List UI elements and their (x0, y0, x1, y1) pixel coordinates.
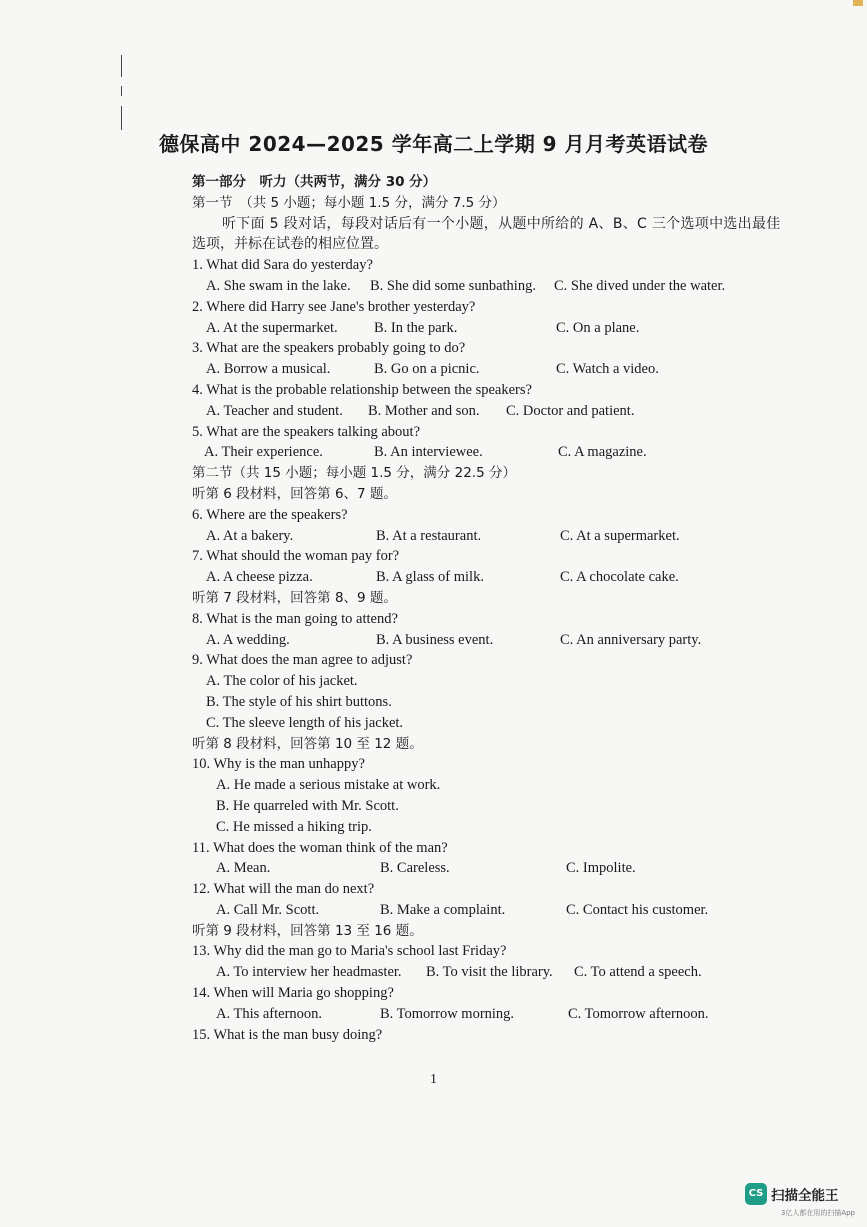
binding-margin-mark (121, 86, 122, 96)
corner-mark (853, 0, 863, 6)
option-b: B. A glass of milk. (376, 569, 484, 586)
option-b: B. Tomorrow morning. (380, 1005, 515, 1022)
option-a: A. This afternoon. (216, 1005, 323, 1022)
option-b: B. He quarreled with Mr. Scott. (216, 797, 399, 814)
exam-content (192, 172, 812, 1045)
question: 10. Why is the man unhappy? (192, 756, 365, 773)
option-c: C. At a supermarket. (560, 527, 680, 544)
question: 6. Where are the speakers? (192, 506, 348, 523)
option-a: A. To interview her headmaster. (216, 964, 402, 981)
option-b: B. Careless. (380, 860, 450, 877)
material-heading: 听第 7 段材料，回答第 8、9 题。 (192, 589, 397, 606)
option-a: A. A cheese pizza. (206, 569, 313, 586)
question: 4. What is the probable relationship between the speakers? (192, 381, 532, 398)
option-c: C. She dived under the water. (554, 277, 726, 294)
option-row (192, 1004, 812, 1025)
option-row (192, 630, 812, 651)
option-c: C. On a plane. (556, 319, 640, 336)
instructions: 选项，并标在试卷的相应位置。 (192, 236, 388, 253)
option-a: A. Borrow a musical. (206, 361, 331, 378)
watermark-name: 扫描全能王 (771, 1188, 839, 1204)
option-c: C. A chocolate cake. (560, 569, 679, 586)
option-a: A. At the supermarket. (206, 319, 338, 336)
section-heading: 第二节（共 15 小题；每小题 1.5 分，满分 22.5 分） (192, 465, 516, 482)
binding-margin-mark (121, 106, 122, 130)
material-heading: 听第 9 段材料，回答第 13 至 16 题。 (192, 922, 423, 939)
material-heading: 听第 6 段材料，回答第 6、7 题。 (192, 485, 397, 502)
instructions: 听下面 5 段对话，每段对话后有一个小题，从题中所给的 A、B、C 三个选项中选出最佳 (222, 215, 781, 232)
option-b: B. In the park. (374, 319, 458, 336)
question: 2. Where did Harry see Jane's brother yesterday? (192, 298, 476, 315)
option-b: B. She did some sunbathing. (370, 277, 536, 294)
question: 9. What does the man agree to adjust? (192, 652, 413, 669)
option-a: A. A wedding. (206, 631, 290, 648)
question: 5. What are the speakers talking about? (192, 423, 421, 440)
question: 12. What will the man do next? (192, 881, 375, 898)
option-b: B. The style of his shirt buttons. (206, 693, 392, 710)
question: 15. What is the man busy doing? (192, 1026, 383, 1043)
section-heading: 第一节 （共 5 小题；每小题 1.5 分，满分 7.5 分） (192, 194, 506, 211)
question: 3. What are the speakers probably going to do? (192, 340, 466, 357)
option-row (192, 567, 812, 588)
option-a: A. Mean. (216, 860, 271, 877)
question: 13. Why did the man go to Maria's school last Friday? (192, 943, 507, 960)
option-row (192, 442, 812, 463)
option-a: A. Call Mr. Scott. (216, 901, 320, 918)
option-b: B. At a restaurant. (376, 527, 482, 544)
question: 8. What is the man going to attend? (192, 610, 398, 627)
binding-margin-mark (121, 55, 122, 77)
option-a: A. The color of his jacket. (206, 673, 358, 690)
option-b: B. To visit the library. (426, 964, 553, 981)
camscanner-logo-icon: CS (745, 1183, 767, 1205)
material-heading: 听第 8 段材料，回答第 10 至 12 题。 (192, 735, 423, 752)
option-row (192, 962, 812, 983)
option-row (192, 526, 812, 547)
option-a: A. Teacher and student. (206, 402, 343, 419)
option-a: A. He made a serious mistake at work. (216, 777, 441, 794)
option-a: A. At a bakery. (206, 527, 294, 544)
option-row (192, 359, 812, 380)
option-b: B. Go on a picnic. (374, 361, 480, 378)
option-b: B. Make a complaint. (380, 901, 506, 918)
option-c: C. Contact his customer. (566, 901, 709, 918)
scanner-watermark (745, 1181, 855, 1219)
question: 11. What does the woman think of the man? (192, 839, 448, 856)
option-row (192, 401, 812, 422)
option-row (192, 900, 812, 921)
option-a: A. Their experience. (204, 444, 323, 461)
option-c: C. He missed a hiking trip. (216, 818, 372, 835)
option-c: C. Doctor and patient. (506, 402, 635, 419)
exam-title: 德保高中 2024—2025 学年高二上学期 9 月月考英语试卷 (158, 132, 709, 156)
option-row (192, 858, 812, 879)
option-c: C. The sleeve length of his jacket. (206, 714, 404, 731)
question: 1. What did Sara do yesterday? (192, 257, 373, 274)
option-c: C. Watch a video. (556, 361, 659, 378)
page-number: 1 (430, 1072, 437, 1087)
option-c: C. Impolite. (566, 860, 636, 877)
question: 7. What should the woman pay for? (192, 548, 400, 565)
option-c: C. Tomorrow afternoon. (568, 1005, 709, 1022)
question: 14. When will Maria go shopping? (192, 985, 394, 1002)
part-heading: 第一部分 听力（共两节，满分 30 分） (192, 174, 437, 190)
option-c: C. To attend a speech. (574, 964, 702, 981)
option-c: C. A magazine. (558, 444, 647, 461)
option-b: B. An interviewee. (374, 444, 483, 461)
option-row (192, 318, 812, 339)
option-row (192, 276, 812, 297)
option-a: A. She swam in the lake. (206, 277, 351, 294)
watermark-tagline: 3亿人都在用的扫描App (780, 1209, 855, 1217)
option-b: B. Mother and son. (368, 402, 480, 419)
option-b: B. A business event. (376, 631, 494, 648)
option-c: C. An anniversary party. (560, 631, 702, 648)
